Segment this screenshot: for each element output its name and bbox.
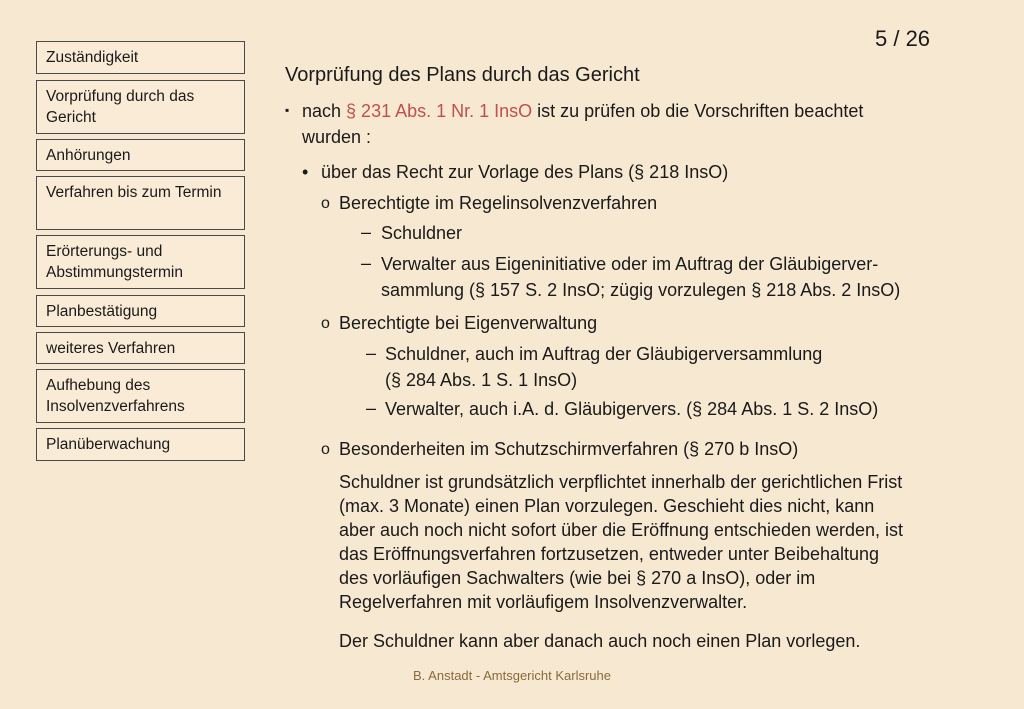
nav-item-aufhebung[interactable] [36,369,245,423]
nav-item-label: Planbestätigung [46,303,158,320]
dot-bullet-icon: • [302,162,309,182]
nav-item-planueberwachung[interactable] [36,428,245,461]
dash-bullet-icon: – [361,222,372,242]
paragraph-line: aber auch noch nicht sofort über die Eröffnung entschieden werden, ist [339,520,904,540]
schutzschirm-paragraph [339,470,903,614]
bullet-1-line-1: nach § 231 Abs. 1 Nr. 1 InsO ist zu prüfen ob die Vorschriften beachtet [302,101,864,121]
o2-item-2: Verwalter, auch i.A. d. Gläubigervers. (§ 284 Abs. 1 S. 2 InsO) [385,399,879,419]
circle-bullet-icon: o [321,441,330,458]
o1-item-2-line-1: Verwalter aus Eigeninitiative oder im Auftrag der Gläubigerver- [381,254,879,274]
nav-item-verfahren-bis-termin[interactable] [36,176,245,230]
nav-item-label: Anhörungen [46,147,131,164]
closing-paragraph: Der Schuldner kann aber danach auch noch einen Plan vorlegen. [339,631,861,651]
nav-item-weiteres-verfahren[interactable] [36,332,245,364]
nav-item-label: Aufhebung des Insolvenzverfahrens [46,377,185,415]
paragraph-line: Regelverfahren mit vorläufigem Insolvenzverwalter. [339,592,748,612]
square-bullet-icon: ▪ [285,103,290,117]
o3-text: Besonderheiten im Schutzschirmverfahren (§ 270 b InsO) [339,439,799,459]
o1-item-2-line-2: sammlung (§ 157 S. 2 InsO; zügig vorzulegen § 218 Abs. 2 InsO) [381,280,901,300]
nav-item-label: Erörterungs- und Abstimmungstermin [46,243,183,281]
paragraph-line: das Eröffnungsverfahren fortzusetzen, entweder unter Beibehaltung [339,544,880,564]
nav-item-label: Zuständigkeit [46,49,139,66]
o2-item-1-line-1: Schuldner, auch im Auftrag der Gläubigerversammlung [385,344,823,364]
law-reference: § 231 Abs. 1 Nr. 1 InsO [346,101,533,121]
dash-bullet-icon: – [366,398,377,418]
nav-item-eroerterungstermin[interactable] [36,235,245,289]
nav-item-label: weiteres Verfahren [46,340,176,357]
page-number: 5 / 26 [875,26,931,51]
o2-text: Berechtigte bei Eigenverwaltung [339,313,598,333]
circle-bullet-icon: o [321,195,330,212]
o1-item-1: Schuldner [381,223,463,243]
nav-item-label: Verfahren bis zum Termin [46,184,222,201]
nav-item-label: Planüberwachung [46,436,171,453]
bullet-2-text: über das Recht zur Vorlage des Plans (§ 218 InsO) [321,162,729,182]
nav-item-zustaendigkeit[interactable] [36,41,245,74]
paragraph-line: Schuldner ist grundsätzlich verpflichtet innerhalb der gerichtlichen Frist [339,472,903,492]
o2-item-1-line-2: (§ 284 Abs. 1 S. 1 InsO) [385,370,578,390]
dash-bullet-icon: – [366,343,377,363]
nav-item-planbestaetigung[interactable] [36,295,245,327]
footer: B. Anstadt - Amtsgericht Karlsruhe [413,668,611,683]
nav-item-vorpruefung[interactable] [36,80,245,134]
dash-bullet-icon: – [361,253,372,273]
paragraph-line: (max. 3 Monate) einen Plan vorzulegen. Geschieht dies nicht, kann [339,496,875,516]
paragraph-line: des vorläufigen Sachwalters (wie bei § 270 a InsO), oder im [339,568,816,588]
circle-bullet-icon: o [321,315,330,332]
slide-title: Vorprüfung des Plans durch das Gericht [285,64,640,86]
o1-text: Berechtigte im Regelinsolvenzverfahren [339,193,658,213]
nav-item-label: Vorprüfung durch das Gericht [46,88,195,126]
bullet-1-line-2: wurden : [302,127,372,147]
nav-item-anhoerungen[interactable] [36,139,245,171]
